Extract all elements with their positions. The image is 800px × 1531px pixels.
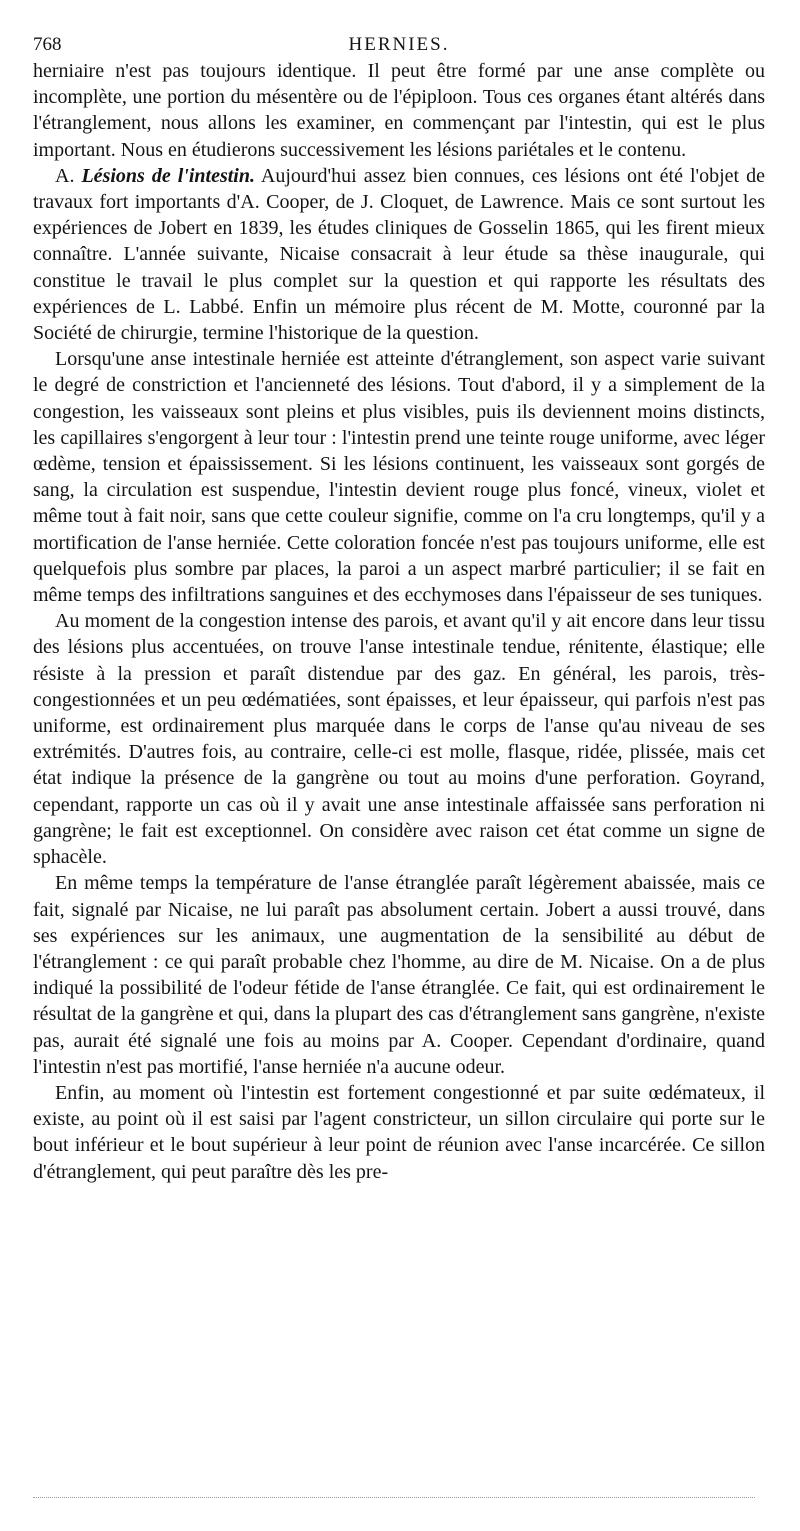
paragraph [33,1080,765,1185]
paragraph-text: En même temps la température de l'anse étranglée paraît légèrement abaissée, mais ce fait, signalé par Nicaise, ne lui paraît pas absolument certain. Jobert a aussi trouvé, dans ses expériences sur les animaux, une augmentation de la sensibilité au début de l'étranglement : ce qui paraît probable chez l'homme, au dire de M. Nicaise. On a de plus indiqué la possibilité de l'odeur fétide de l'anse étranglée. Ce fait, qui est ordinairement le résultat de la gangrène et qui, dans la plupart des cas d'étranglement sans gangrène, n'existe pas, aurait été signalé une fois au moins par A. Cooper. Cependant d'ordinaire, quand l'intestin n'est pas mortifié, l'anse herniée n'a aucune odeur. [33,872,765,1078]
section-title: Lésions de l'intestin. [81,164,255,187]
page-header [33,32,765,58]
paragraph [33,346,765,608]
paragraph-text: Enfin, au moment où l'intestin est fortement congestionné et par suite œdémateux, il existe, au point où il est saisi par l'agent constricteur, un sillon circulaire qui porte sur le bout inférieur et le bout supérieur à leur point de réunion avec l'anse incarcérée. Ce sillon d'étranglement, qui peut paraître dès les pre- [33,1081,765,1183]
bottom-rule [33,1497,755,1498]
page-number: 768 [33,34,62,55]
paragraph-text: herniaire n'est pas toujours identique. Il peut être formé par une anse complète ou incomplète, une portion du mésentère ou de l'épiploon. Tous ces organes étant altérés dans l'étranglement, nous allons les examiner, en commençant par l'intestin, qui est le plus important. Nous en étudierons successivement les lésions pariétales et le contenu. [33,60,765,161]
body-text [33,58,765,1185]
paragraph [33,608,765,870]
paragraph-text: Aujourd'hui assez bien connues, ces lésions ont été l'objet de travaux fort importants d'A. Cooper, de J. Cloquet, de Lawrence. Mais ce sont surtout les expériences de Jobert en 1839, les études cliniques de Gosselin 1865, qui les firent mieux connaître. L'année suivante, Nicaise consacrait à leur étude sa thèse inaugurale, qui constitue le travail le plus complet sur la question et qui rapporte les résultats des expériences de L. Labbé. Enfin un mémoire plus récent de M. Motte, couronné par la Société de chirurgie, termine l'historique de la question. [33,164,765,345]
paragraph [33,58,765,163]
paragraph-text: Au moment de la congestion intense des parois, et avant qu'il y ait encore dans leur tissu des lésions plus accentuées, on trouve l'anse intestinale tendue, rénitente, élastique; elle résiste à la pression et paraît distendue par des gaz. En général, les parois, très-congestionnées et un peu œdématiées, sont épaisses, et leur épaisseur, qui parfois n'est pas uniforme, est ordinairement plus marquée dans le corps de l'anse qu'au niveau de ses extrémités. D'autres fois, au contraire, celle-ci est molle, flasque, ridée, plissée, mais cet état indique la présence de la gangrène ou tout au moins d'une perforation. Goyrand, cependant, rapporte un cas où il y avait une anse intestinale affaissée sans perforation ni gangrène; le fait est exceptionnel. On considère avec raison cet état comme un signe de sphacèle. [33,610,765,869]
running-head: HERNIES. [348,34,450,55]
paragraph [33,870,765,1080]
paragraph-section-a [33,163,765,346]
paragraph-text: Lorsqu'une anse intestinale herniée est atteinte d'étranglement, son aspect varie suivant le degré de constriction et l'ancienneté des lésions. Tout d'abord, il y a simplement de la congestion, les vaisseaux sont pleins et plus visibles, puis ils deviennent moins distincts, les capillaires s'engorgent à leur tour : l'intestin prend une teinte rouge uniforme, avec léger œdème, tension et épaississement. Si les lésions continuent, les vaisseaux sont gorgés de sang, la circulation est suspendue, l'intestin devient rouge plus foncé, vineux, violet et même tout à fait noir, sans que cette couleur signifie, comme on l'a cru longtemps, qu'il y a mortification de l'anse herniée. Cette coloration foncée n'est pas toujours uniforme, elle est quelquefois plus sombre par places, la paroi a un aspect marbré particulier; il se fait en même temps des infiltrations sanguines et des ecchymoses dans l'épaisseur de ses tuniques. [33,348,765,607]
section-letter: A. [55,164,75,187]
